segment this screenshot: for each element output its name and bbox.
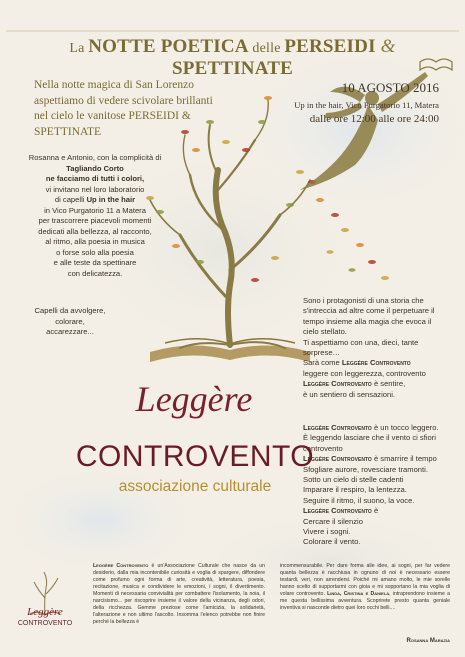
page-title: [10, 36, 455, 80]
text-line: sorprese…: [303, 348, 341, 358]
text-span-brand: Leggère Controvento: [303, 454, 372, 464]
text-line: Sfogliare aurore, rovesciare tramonti.: [303, 464, 428, 474]
text-line: al ritmo, alla poesia in musica: [45, 237, 145, 246]
text-line: tempo insieme alla magia che evoca il: [303, 316, 432, 326]
text-span: è un tocco leggero.: [371, 423, 439, 432]
signature: Rosanna Marazia: [406, 638, 450, 644]
intro-text: [34, 78, 234, 140]
text-line: Vivere i sogni.: [303, 527, 351, 537]
intro-line: Nella notte magica di San Lorenzo: [34, 79, 194, 91]
mini-logo: [10, 576, 80, 646]
intro-line: nel cielo le vanitose PERSEIDI & SPETTINATE: [34, 110, 191, 138]
text-span: è sentire,: [371, 379, 406, 389]
logo-leggere: Leggère: [135, 379, 253, 419]
text-line: È leggendo lasciare che il vento ci sfiori: [303, 433, 436, 443]
title-part: &: [375, 36, 396, 57]
text-line: è un sentiero di sensazioni.: [303, 389, 396, 399]
mini-logo-line: CONTROVENTO: [17, 620, 73, 627]
text-span: è smarrire il tempo: [371, 454, 437, 464]
event-info: [294, 80, 439, 125]
text-line: Sotto un cielo di stelle cadenti: [303, 475, 404, 485]
text-line: colorare,: [55, 316, 85, 326]
text-span: Sarà come: [303, 358, 342, 368]
mini-logo-line: Leggère: [27, 606, 63, 618]
text-line: in Vico Purgatorio 11 a Matera: [44, 205, 146, 215]
title-part: PERSEIDI: [284, 36, 376, 57]
text-span: incommensurabile. Per dare forma alle idee, ai sogni, per far vedere quanta bellezza è racchiusa in ognuno di noi è necessario essere testardi, veri, non arrendersi. Poiché mi amano molto, le mie sorelle hanno scelto di supportarmi con gioia e mi sopportano la mia voglia di volare controvento.: [280, 563, 450, 597]
text-line: Colorare il vento.: [303, 537, 361, 547]
logo-controvento: CONTROVENTO: [75, 440, 315, 473]
text-line-bold: Tagliando Corto: [66, 163, 124, 173]
text-line: o forse solo alla poesia: [56, 247, 134, 257]
intro-line: aspettiamo di vedere scivolare brillanti: [34, 94, 213, 107]
text-span: di capelli: [54, 195, 87, 204]
text-line-bold: ne facciamo di tutti i colori,: [45, 174, 145, 183]
event-date: 10 AGOSTO 2016: [341, 80, 439, 95]
text-line: s'intreccia ad altre come il perpetuare il: [303, 306, 435, 316]
invitation-text: [20, 153, 170, 279]
text-line: accarezzare...: [46, 327, 94, 336]
text-span-brand: Leggère Controvento: [303, 379, 372, 389]
story-text: [303, 296, 453, 400]
text-line: Seguire il ritmo, il suono, la voce.: [303, 495, 415, 505]
text-span-brand: Leggère Controvento: [341, 358, 411, 368]
poem-text: [303, 423, 453, 548]
title-part: delle: [248, 41, 285, 56]
text-line: e alle teste da spettinare: [53, 258, 137, 267]
text-line: con delicatezza.: [67, 268, 123, 278]
logo-subtitle: associazione culturale: [118, 478, 272, 495]
text-span: , intraprendono insieme a me questa bellissima avventura. Scoprirete presto quanta geniale inventiva si nasconde dietro quei loro occhi belli....: [280, 591, 450, 611]
text-span-bold: Up in the hair: [86, 195, 136, 204]
text-line: Imparare il respiro, la lentezza.: [303, 485, 407, 495]
event-hours: dalle ore 12:00 alle ore 24:00: [309, 113, 439, 125]
text-line: Cercare il silenzio: [303, 516, 363, 526]
title-part: La: [69, 41, 89, 56]
text-line: controvento: [303, 443, 343, 453]
association-description: [93, 563, 265, 626]
text-span-brand: Leggère Controvento: [93, 563, 149, 569]
text-span: è: [371, 506, 379, 516]
text-line: cielo stellato.: [303, 327, 347, 337]
title-part: NOTTE POETICA: [88, 36, 249, 57]
text-span: è un'Associazione Culturale che nasce da un desiderio, dalla mia incontenibile curiosità e voglia di spargere, diffondere come profumo ogni forma di arte, creatività, letteratura, poesia, recitazione, musica e condividere le emozioni, i sogni, il divertimento. Momenti di necessaria convivialità per combattere l'isolamento, la noia, il narcisismo... per riscoprire insieme il valore della vicinanza, degli odori, della ricchezza. Gemme preziose come l'amicizia, la solidarietà, l'alterazione e non ultimo l'ascolto. Insomma l'elenco potrebbe non finire perché la bellezza è: [93, 563, 266, 625]
text-line: per trascorrere piacevoli momenti: [38, 216, 152, 225]
text-line: Capelli da avvolgere,: [34, 306, 106, 315]
text-line: dedicati alla bellezza, al racconto,: [38, 226, 152, 236]
capelli-text: [20, 306, 120, 338]
event-location: Up in the hair, Vico Purgatorio 11, Matera: [294, 100, 439, 110]
text-span-brand: Leggère Controvento: [303, 423, 372, 432]
text-line: leggere con leggerezza, controvento: [303, 368, 426, 378]
text-line: vi invitano nel loro laboratorio: [45, 184, 145, 194]
text-span-names: Linda, Cristina e Daniela: [327, 591, 390, 597]
text-line: Rosanna e Antonio, con la complicità di: [28, 153, 162, 162]
text-line: Ti aspettiamo con una, dieci, tante: [303, 337, 419, 347]
text-line: Sono i protagonisti di una storia che: [303, 296, 424, 305]
text-span-brand: Leggère Controvento: [303, 506, 372, 516]
title-part: SPETTINATE: [172, 58, 293, 79]
association-description-2: [280, 563, 450, 612]
